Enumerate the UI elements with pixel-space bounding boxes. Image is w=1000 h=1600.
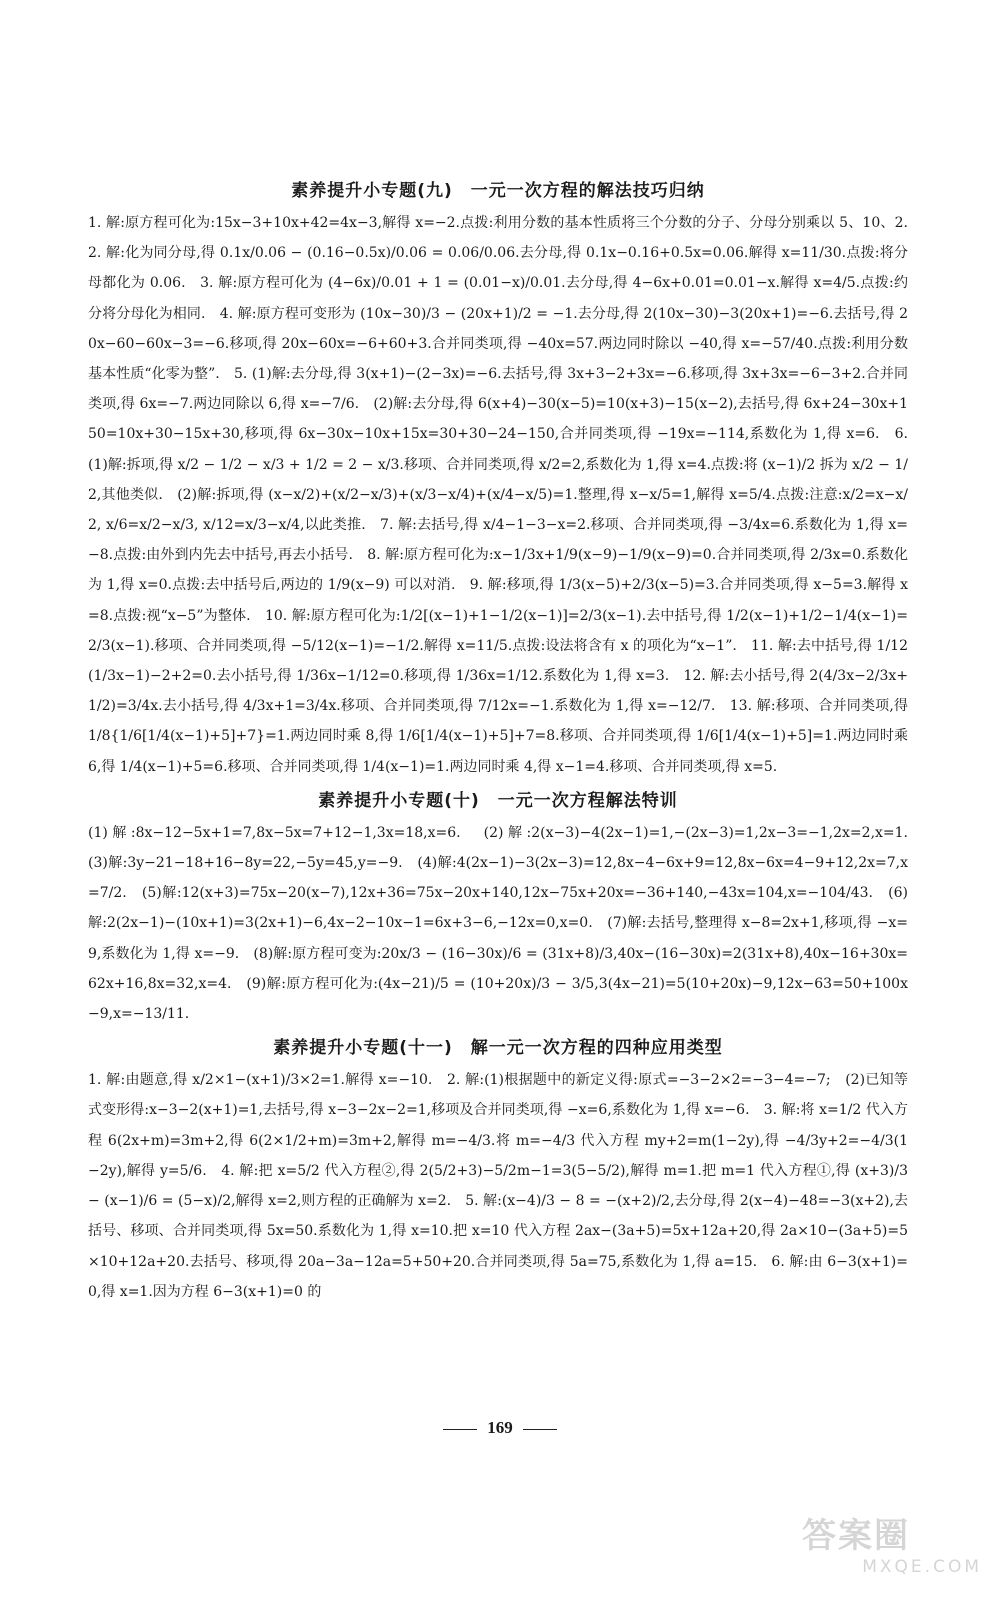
section-title: 素养提升小专题(十一) 解一元一次方程的四种应用类型 (273, 1038, 723, 1059)
section-9 (88, 178, 922, 782)
right-dash-divider (523, 1429, 557, 1430)
section-10 (88, 788, 922, 1029)
page-number: 169 (487, 1418, 513, 1437)
watermark-url: MXQE.COM (862, 1557, 982, 1577)
section-body: (1)解:8x−12−5x+1=7,8x−5x=7+12−1,3x=18,x=6. (2)解:2(x−3)−4(2x−1)=1,−(2x−3)=1,2x−3=−1,2x=2,x=1. (3)解:3y−21−18+16−8y=22,−5y=45,y=−9. (4)解:4(2x−1)−3(2x−3)=12,8x−4−6x+9=12,8x−6x=4−9+12,2x=7,x=7/2. (5)解:12(x+3)=75x−20(x−7),12x+36=75x−20x+140,12x−75x+20x=−36+140,−43x=104,x=−104/43. (6)解:2(2x−1)−(10x+1)=3(2x+1)−6,4x−2−10x−1=6x+3−6,−12x=0,x=0. (7)解:去括号,整理得 x−8=2x+1,移项,得 −x=9,系数化为 1,得 x=−9. (8)解:原方程可变为:20x/3 − (16−30x)/6 = (31x+8)/3,40x−(16−30x)=2(31x+8),40x−16+30x=62x+16,8x=32,x=4. (9)解:原方程可化为:(4x−21)/5 = (10+20x)/3 − 3/5,3(4x−21)=5(10+20x)−9,12x−63=50+100x−9,x=−13/11. (88, 824, 922, 1023)
section-body: 1. 解:原方程可化为:15x−3+10x+42=4x−3,解得 x=−2.点拨:利用分数的基本性质将三个分数的分子、分母分别乘以 5、10、2. 2. 解:化为同分母,得 0.1x/0.06 − (0.16−0.5x)/0.06 = 0.06/0.06.去分母,得 0.1x−0.16+0.5x=0.06.解得 x=11/30.点拨:将分母都化为 0.06. 3. 解:原方程可化为 (4−6x)/0.01 + 1 = (0.01−x)/0.01.去分母,得 4−6x+0.01=0.01−x.解得 x=4/5.点拨:约分将分母化为相同. 4. 解:原方程可变形为 (10x−30)/3 − (20x+1)/2 = −1.去分母,得 2(10x−30)−3(20x+1)=−6.去括号,得 20x−60−60x−3=−6.移项,得 20x−60x=−6+60+3.合并同类项,得 −40x=57.两边同时除以 −40,得 x=−57/40.点拨:利用分数基本性质“化零为整”. 5. (1)解:去分母,得 3(x+1)−(2−3x)=−6.去括号,得 3x+3−2+3x=−6.移项,得 3x+3x=−6−3+2.合并同类项,得 6x=−7.两边同除以 6,得 x=−7/6. (2)解:去分母,得 6(x+4)−30(x−5)=10(x+3)−15(x−2),去括号,得 6x+24−30x+150=10x+30−15x+30,移项,得 6x−30x−10x+15x=30+30−24−150,合并同类项,得 −19x=−114,系数化为 1,得 x=6. 6. (1)解:拆项,得 x/2 − 1/2 − x/3 + 1/2 = 2 − x/3.移项、合并同类项,得 x/2=2,系数化为 1,得 x=4.点拨:将 (x−1)/2 拆为 x/2 − 1/2,其他类似. (2)解:拆项,得 (x−x/2)+(x/2−x/3)+(x/3−x/4)+(x/4−x/5)=1.整理,得 x−x/5=1,解得 x=5/4.点拨:注意:x/2=x−x/2, x/6=x/2−x/3, x/12=x/3−x/4,以此类推. 7. 解:去括号,得 x/4−1−3−x=2.移项、合并同类项,得 −3/4x=6.系数化为 1,得 x=−8.点拨:由外到内先去中括号,再去小括号. 8. 解:原方程可化为:x−1/3x+1/9(x−9)−1/9(x−9)=0.合并同类项,得 2/3x=0.系数化为 1,得 x=0.点拨:去中括号后,两边的 1/9(x−9) 可以对消. 9. 解:移项,得 1/3(x−5)+2/3(x−5)=3.合并同类项,得 x−5=3.解得 x=8.点拨:视“x−5”为整体. 10. 解:原方程可化为:1/2[(x−1)+1−1/2(x−1)]=2/3(x−1).去中括号,得 1/2(x−1)+1/2−1/4(x−1)=2/3(x−1).移项、合并同类项,得 −5/12(x−1)=−1/2.解得 x=11/5.点拨:设法将含有 x 的项化为“x−1”. 11. 解:去中括号,得 1/12(1/3x−1)−2+2=0.去小括号,得 1/36x−1/12=0.移项,得 1/36x=1/12.系数化为 1,得 x=3. 12. 解:去小括号,得 2(4/3x−2/3x+1/2)=3/4x.去小括号,得 4/3x+1=3/4x.移项、合并同类项,得 7/12x=−1.系数化为 1,得 x=−12/7. 13. 解:移项、合并同类项,得 1/8{1/6[1/4(x−1)+5]+7}=1.两边同时乘 8,得 1/6[1/4(x−1)+5]+7=8.移项、合并同类项,得 1/6[1/4(x−1)+5]=1.两边同时乘 6,得 1/4(x−1)+5=6.移项、合并同类项,得 1/4(x−1)=1.两边同时乘 4,得 x−1=4.移项、合并同类项,得 x=5. (88, 215, 922, 775)
section-11 (88, 1035, 908, 1307)
section-title: 素养提升小专题(九) 一元一次方程的解法技巧归纳 (291, 181, 705, 201)
section-title: 素养提升小专题(十) 一元一次方程解法特训 (318, 790, 678, 811)
watermark-text: 答案圈 (802, 1516, 910, 1556)
watermark-logo (802, 1508, 982, 1578)
section-body: 1. 解:由题意,得 x/2×1−(x+1)/3×2=1.解得 x=−10. 2. 解:(1)根据题中的新定义得:原式=−3−2×2=−3−4=−7; (2)已知等式变形得:x−3−2(x+1)=1,去括号,得 x−3−2x−2=1,移项及合并同类项,得 −x=6,系数化为 1,得 x=−6. 3. 解:将 x=1/2 代入方程 6(2x+m)=3m+2,得 6(2×1/2+m)=3m+2,解得 m=−4/3.将 m=−4/3 代入方程 my+2=m(1−2y),得 −4/3y+2=−4/3(1−2y),解得 y=5/6. 4. 解:把 x=5/2 代入方程②,得 2(5/2+3)−5/2m−1=3(5−5/2),解得 m=1.把 m=1 代入方程①,得 (x+3)/3 − (x−1)/6 = (5−x)/2,解得 x=2,则方程的正确解为 x=2. 5. 解:(x−4)/3 − 8 = −(x+2)/2,去分母,得 2(x−4)−48=−3(x+2),去括号、移项、合并同类项,得 5x=50.系数化为 1,得 x=10.把 x=10 代入方程 2ax−(3a+5)=5x+12a+20,得 2a×10−(3a+5)=5×10+12a+20.去括号、移项,得 20a−3a−12a=5+50+20.合并同类项,得 5a=75,系数化为 1,得 a=15. 6. 解:由 6−3(x+1)=0,得 x=1.因为方程 6−3(x+1)=0 的 (88, 1072, 908, 1300)
left-dash-divider (443, 1429, 477, 1430)
page-number-footer (0, 1418, 1000, 1438)
answer-page (88, 172, 922, 1307)
